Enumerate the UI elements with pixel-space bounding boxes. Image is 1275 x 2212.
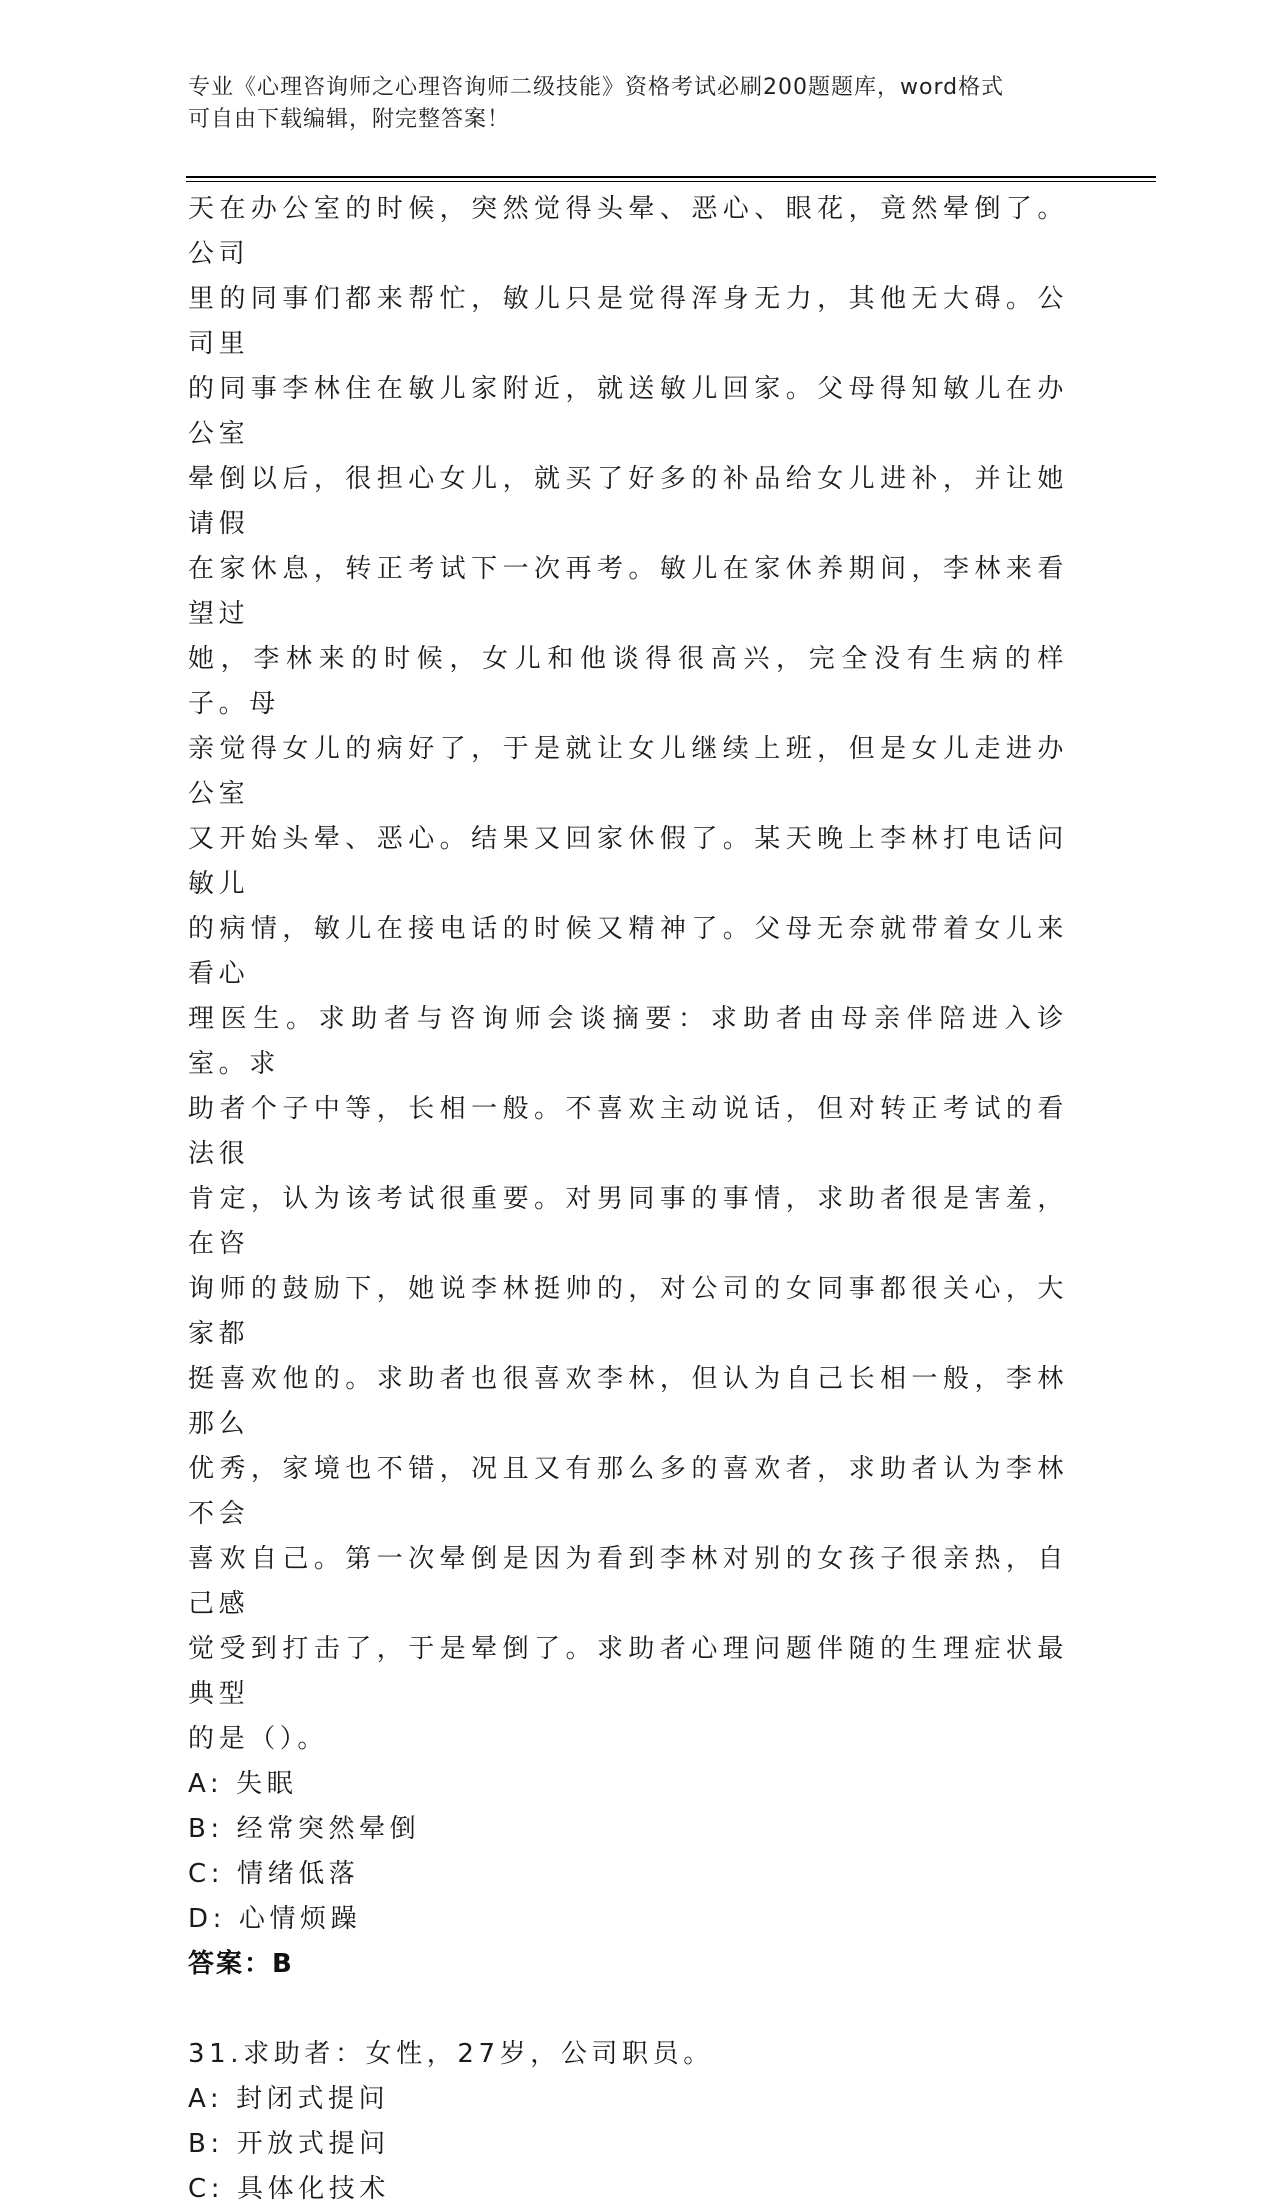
question-31-option-a (188, 2077, 1068, 2122)
stem-line: 她，李林来的时候，女儿和他谈得很高兴，完全没有生病的样子。母 (188, 644, 1068, 719)
option-text: 经常突然晕倒 (236, 1814, 421, 1844)
question-30-option-d (188, 1897, 1068, 1942)
question-30-answer: 答案：B (188, 1949, 294, 1979)
stem-line: 亲觉得女儿的病好了，于是就让女儿继续上班，但是女儿走进办公室 (188, 734, 1068, 809)
option-text: 失眠 (236, 1769, 298, 1799)
question-31-stem: 31.求助者：女性，27岁，公司职员。 (188, 2039, 714, 2069)
document-header (188, 72, 1078, 136)
option-label: B: (188, 2129, 224, 2159)
question-30-option-c (188, 1852, 1068, 1897)
header-title-line-2: 可自由下载编辑，附完整答案！ (188, 107, 511, 132)
stem-line: 晕倒以后，很担心女儿，就买了好多的补品给女儿进补，并让她请假 (188, 464, 1068, 539)
option-text: 开放式提问 (236, 2129, 390, 2159)
stem-line: 肯定，认为该考试很重要。对男同事的事情，求助者很是害羞，在咨 (188, 1184, 1068, 1259)
stem-line: 里的同事们都来帮忙，敏儿只是觉得浑身无力，其他无大碍。公司里 (188, 284, 1068, 359)
question-30-option-b (188, 1807, 1068, 1852)
stem-line: 优秀，家境也不错，况且又有那么多的喜欢者，求助者认为李林不会 (188, 1454, 1068, 1529)
option-label: D: (188, 1904, 226, 1934)
option-label: B: (188, 1814, 224, 1844)
stem-line: 的病情，敏儿在接电话的时候又精神了。父母无奈就带着女儿来看心 (188, 914, 1068, 989)
header-title-line-1: 专业《心理咨询师之心理咨询师二级技能》资格考试必刷200题题库，word格式 (188, 75, 1005, 100)
option-label: C: (188, 1859, 225, 1889)
header-rule-thick (186, 176, 1156, 178)
question-30-stem (188, 187, 1068, 1762)
stem-line: 又开始头晕、恶心。结果又回家休假了。某天晚上李林打电话问敏儿 (188, 824, 1068, 899)
stem-line: 天在办公室的时候，突然觉得头晕、恶心、眼花，竟然晕倒了。公司 (188, 194, 1068, 269)
option-label: A: (188, 1769, 224, 1799)
question-31-option-c (188, 2167, 1068, 2212)
option-label: A: (188, 2084, 224, 2114)
question-30-option-a (188, 1762, 1068, 1807)
stem-line: 助者个子中等，长相一般。不喜欢主动说话，但对转正考试的看法很 (188, 1094, 1068, 1169)
stem-line: 理医生。求助者与咨询师会谈摘要：求助者由母亲伴陪进入诊室。求 (188, 1004, 1068, 1079)
option-text: 心情烦躁 (238, 1904, 362, 1934)
option-text: 封闭式提问 (236, 2084, 390, 2114)
option-label: C: (188, 2174, 225, 2204)
stem-line: 喜欢自己。第一次晕倒是因为看到李林对别的女孩子很亲热，自己感 (188, 1544, 1068, 1619)
stem-line: 的是（）。 (188, 1724, 329, 1754)
stem-line: 询师的鼓励下，她说李林挺帅的，对公司的女同事都很关心，大家都 (188, 1274, 1068, 1349)
stem-line: 的同事李林住在敏儿家附近，就送敏儿回家。父母得知敏儿在办公室 (188, 374, 1068, 449)
stem-line: 在家休息，转正考试下一次再考。敏儿在家休养期间，李林来看望过 (188, 554, 1068, 629)
header-rule-thin (186, 181, 1156, 182)
option-text: 具体化技术 (237, 2174, 391, 2204)
stem-line: 挺喜欢他的。求助者也很喜欢李林，但认为自己长相一般，李林那么 (188, 1364, 1068, 1439)
question-spacer (188, 1987, 1068, 2032)
option-text: 情绪低落 (237, 1859, 360, 1889)
stem-line: 觉受到打击了，于是晕倒了。求助者心理问题伴随的生理症状最典型 (188, 1634, 1068, 1709)
question-31-option-b (188, 2122, 1068, 2167)
document-body (188, 187, 1068, 2212)
